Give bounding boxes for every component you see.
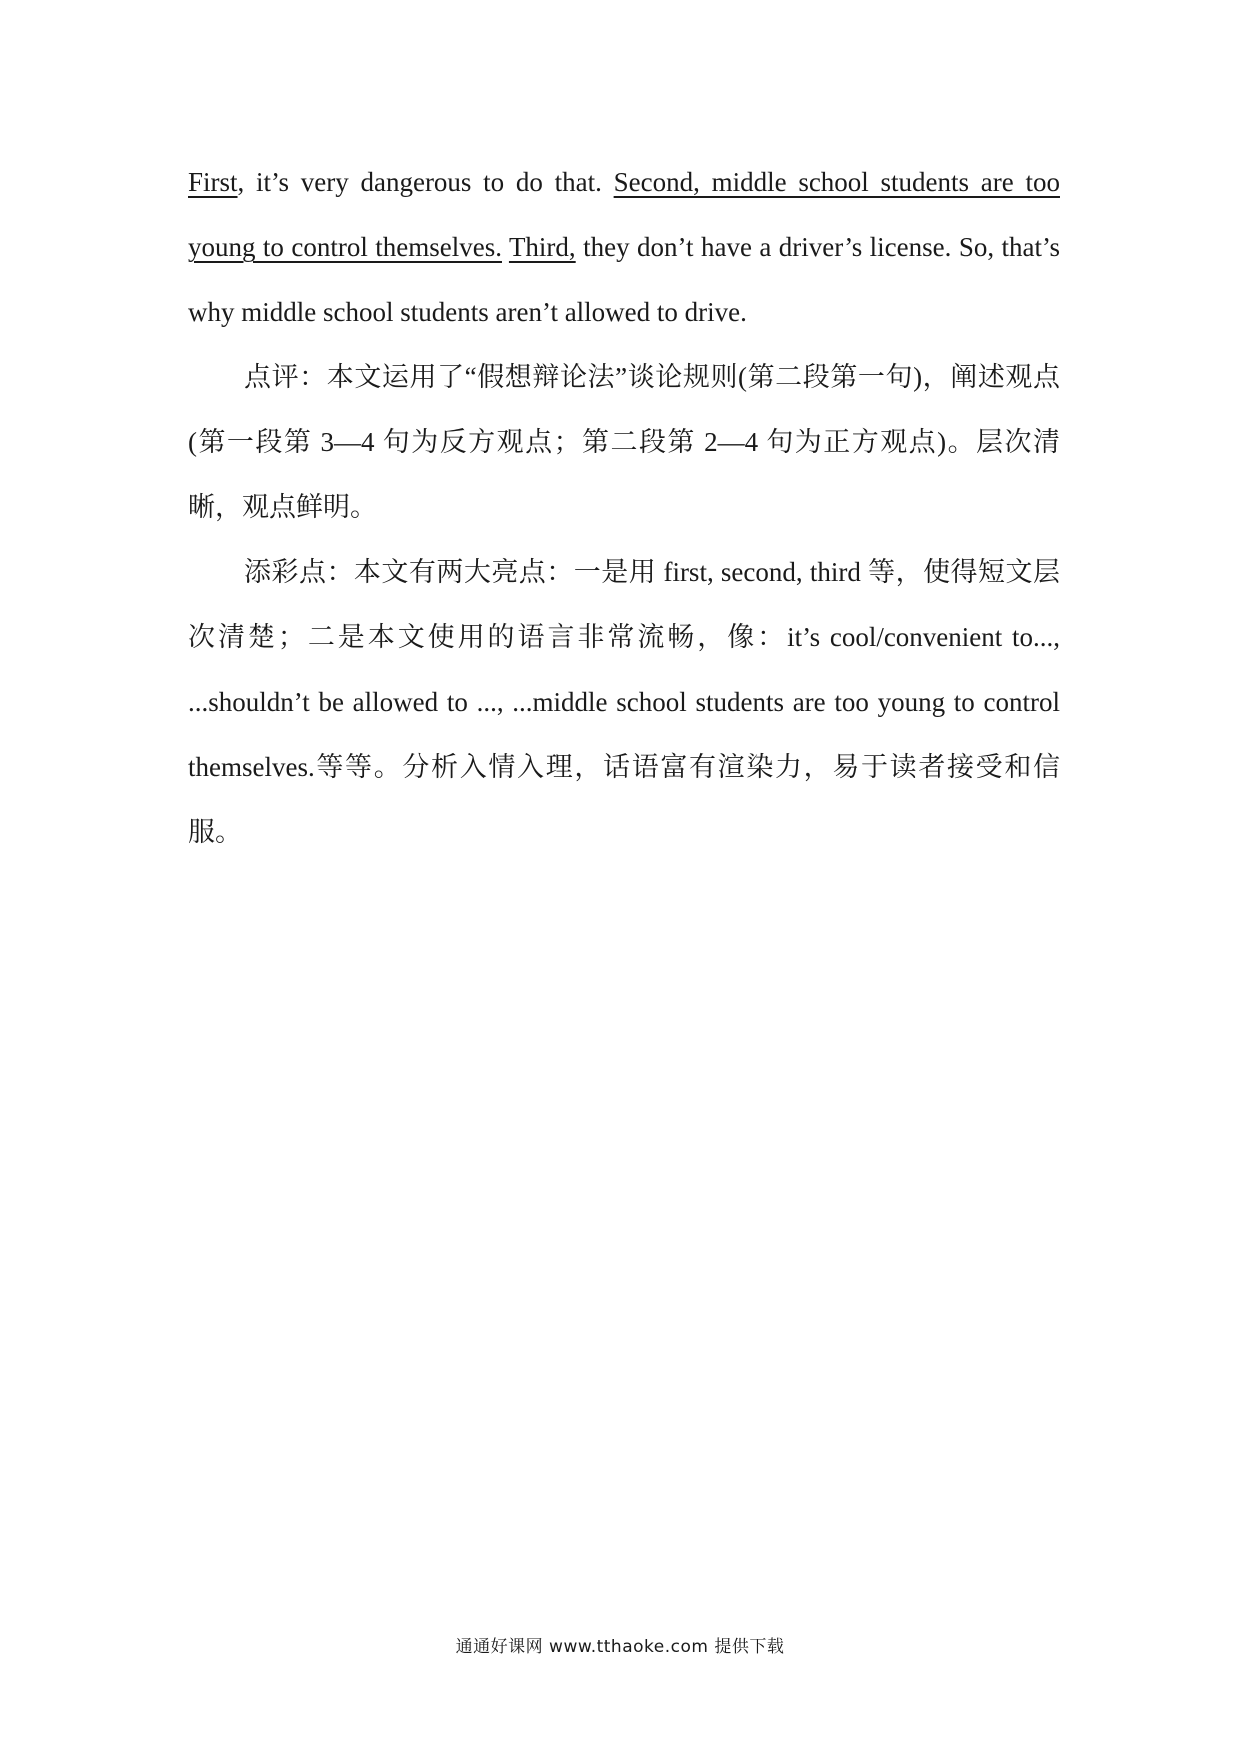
highlight-paragraph: 添彩点：本文有两大亮点：一是用 first, second, third 等，使得短文层次清楚；二是本文使用的语言非常流畅，像：it’s cool/convenient to..., ...shouldn’t be allowed to ..., ...middle school students are too young to control themselves.等等。分析入情入理，话语富有渲染力，易于读者接受和信服。 xyxy=(188,557,1060,847)
footer-credit: 通通好课网 www.tthaoke.com 提供下载 xyxy=(455,1637,785,1657)
essay-paragraph xyxy=(188,150,1060,345)
sentence-text: , it’s very dangerous to do that. xyxy=(237,167,614,197)
sentence-text: So, that’s why middle school students aren’t allowed to drive. xyxy=(188,232,1061,327)
underlined-second: Second, middle school students are too young to control themselves. xyxy=(188,167,1060,262)
space xyxy=(502,232,509,262)
comment-paragraph: 点评：本文运用了“假想辩论法”谈论规则(第二段第一句)，阐述观点(第一段第 3—4 句为反方观点；第二段第 2—4 句为正方观点)。层次清晰，观点鲜明。 xyxy=(188,362,1060,522)
sentence-text: they don’t have a driver’s license. xyxy=(575,232,952,262)
underlined-first: First xyxy=(188,167,238,197)
document-body xyxy=(188,150,1060,865)
underlined-third: Third, xyxy=(508,232,576,262)
